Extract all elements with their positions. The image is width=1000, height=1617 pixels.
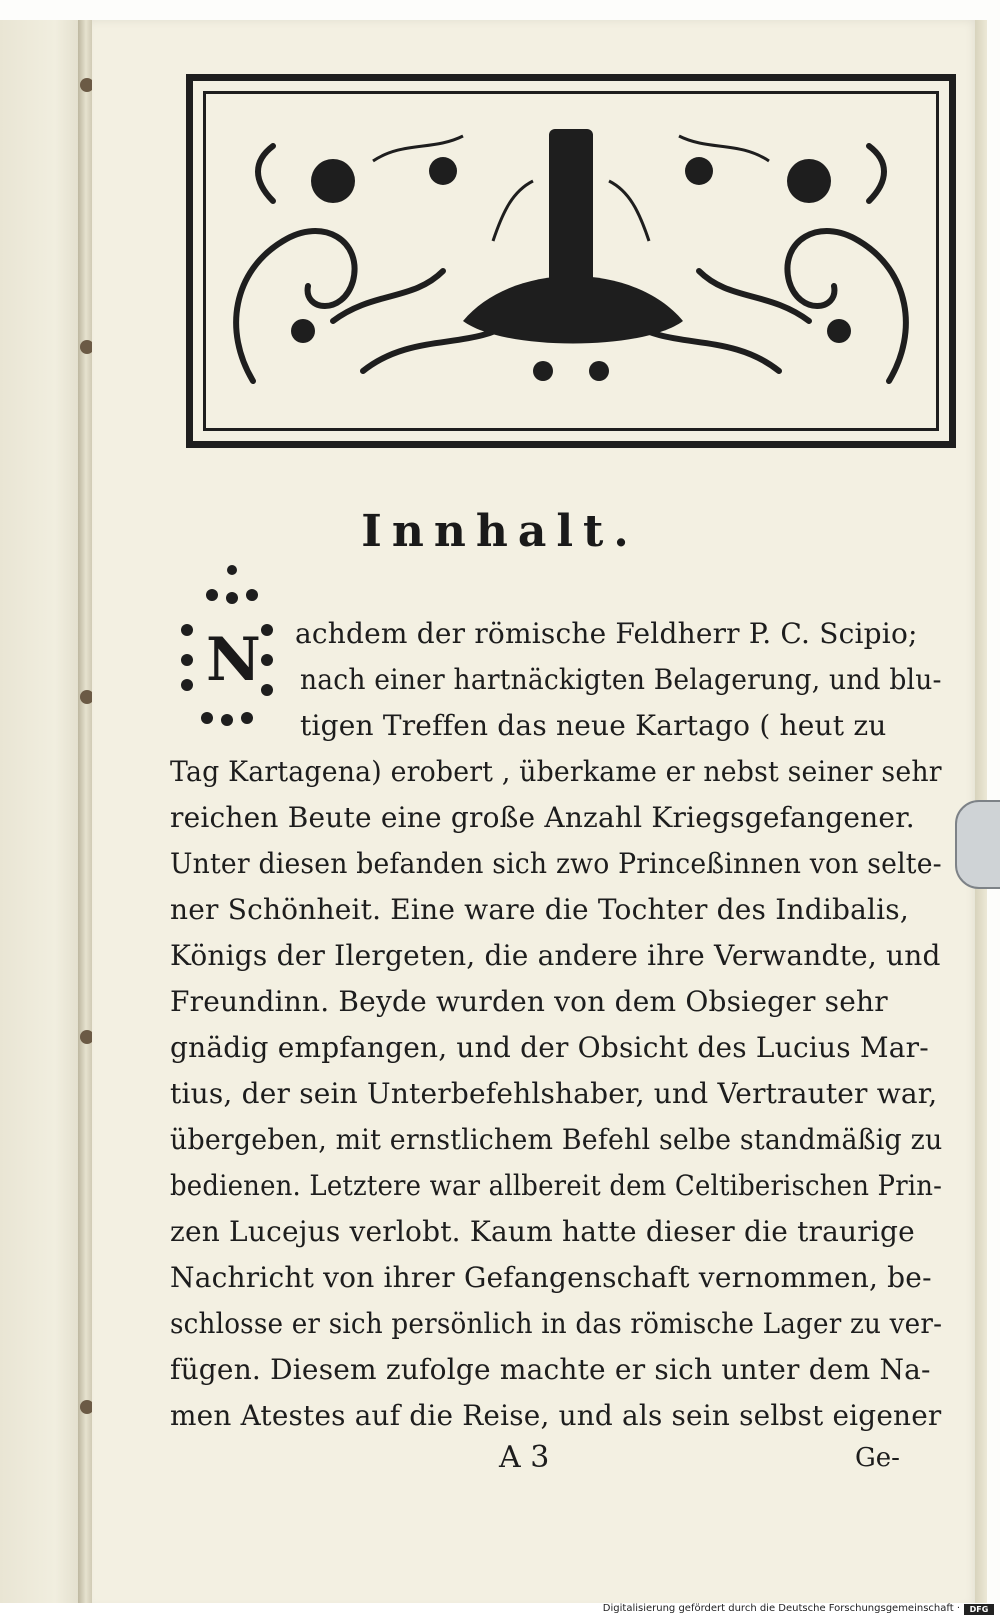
text-line: reichen Beute eine große Anzahl Kriegsgefangener. xyxy=(170,801,915,834)
ornamental-headpiece xyxy=(186,74,956,448)
text-line: zen Lucejus verlobt. Kaum hatte dieser die traurige xyxy=(170,1215,915,1248)
text-line: gnädig empfangen, und der Obsicht des Lucius Mar- xyxy=(170,1031,929,1064)
text-line: bedienen. Letztere war allbereit dem Celtiberischen Prin- xyxy=(170,1169,943,1202)
text-line: Tag Kartagena) erobert , überkame er nebst seiner sehr xyxy=(170,755,942,788)
dfg-credit: Digitalisierung gefördert durch die Deutsche Forschungsgemeinschaft · xyxy=(602,1603,960,1614)
text-line: tius, der sein Unterbefehlshaber, und Vertrauter war, xyxy=(170,1077,938,1110)
text-line: men Atestes auf die Reise, und als sein selbst eigener xyxy=(170,1399,942,1432)
text-line: übergeben, mit ernstlichem Befehl selbe standmäßig zu xyxy=(170,1123,943,1156)
dropcap-letter: N xyxy=(206,625,261,695)
text-line: Nachricht von ihrer Gefangenschaft vernommen, be- xyxy=(170,1261,932,1294)
page-title: Innhalt. xyxy=(361,506,639,557)
text-line: achdem der römische Feldherr P. C. Scipio; xyxy=(295,617,918,650)
text-line: tigen Treffen das neue Kartago ( heut zu xyxy=(300,709,887,742)
catchword: Ge- xyxy=(855,1443,900,1473)
floral-ornament-icon xyxy=(213,121,929,401)
text-line: nach einer hartnäckigten Belagerung, und blu- xyxy=(300,663,942,696)
text-line: ner Schönheit. Eine ware die Tochter des Indibalis, xyxy=(170,893,909,926)
scanner-clip xyxy=(955,800,1000,889)
signature-mark: A 3 xyxy=(499,1440,550,1475)
text-line: fügen. Diesem zufolge machte er sich unter dem Na- xyxy=(170,1353,931,1386)
text-line: Unter diesen befanden sich zwo Princeßinnen von selte- xyxy=(170,847,942,880)
text-line: Freundinn. Beyde wurden von dem Obsieger sehr xyxy=(170,985,888,1018)
text-line: Königs der Ilergeten, die andere ihre Verwandte, und xyxy=(170,939,941,972)
text-line: schlosse er sich persönlich in das römische Lager zu ver- xyxy=(170,1307,943,1340)
dfg-logo-icon: DFG xyxy=(964,1604,994,1615)
